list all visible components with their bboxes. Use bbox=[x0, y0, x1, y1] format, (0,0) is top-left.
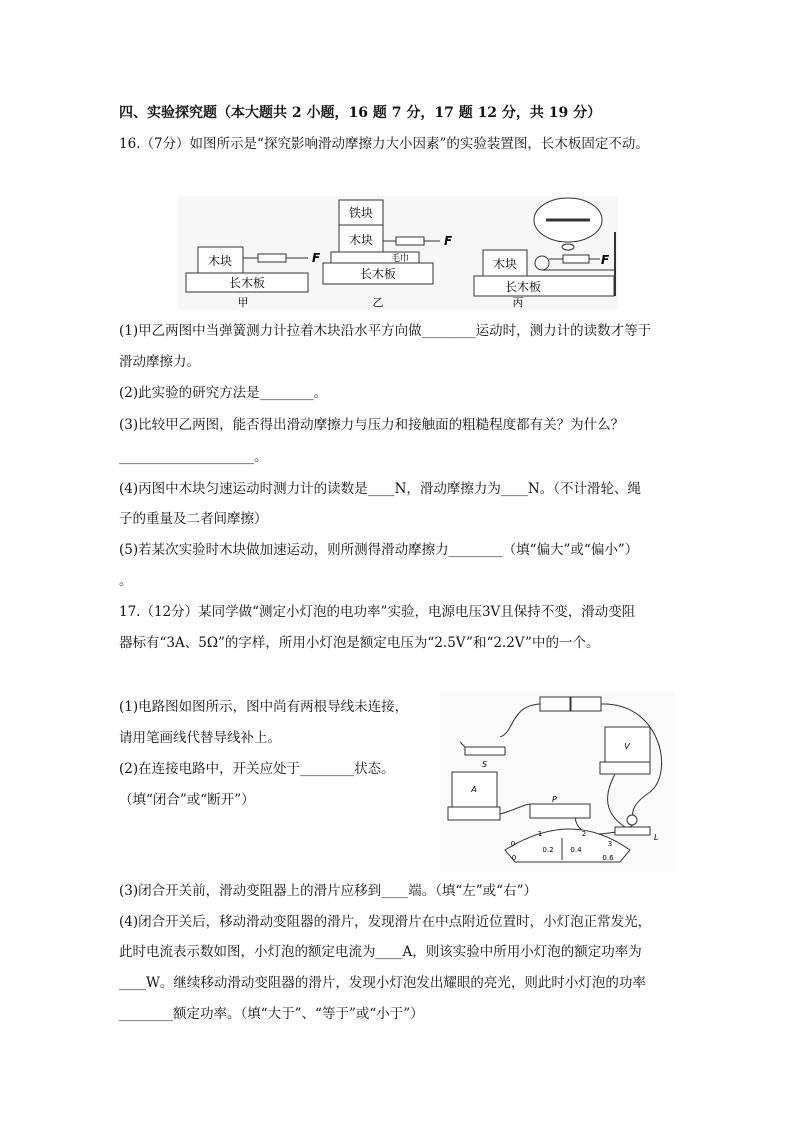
board-label: 长木板 bbox=[228, 276, 266, 290]
svg-text:1: 1 bbox=[537, 830, 543, 838]
caption-jia: 甲 bbox=[237, 296, 249, 309]
q16-line-6: (4)丙图中木块匀速运动时测力计的读数是____N，滑动摩擦力为____N。（不计滑轮、绳 bbox=[119, 481, 641, 497]
svg-text:F: F bbox=[444, 234, 453, 248]
q17-line-3: 此时电流表示数如图，小灯泡的额定电流为____A，则该实验中所用小灯泡的额定功率为 bbox=[119, 944, 642, 960]
q16-line-4: (3)比较甲乙两图，能否得出滑动摩擦力与压力和接触面的粗糙程度都有关？为什么？ bbox=[119, 417, 625, 433]
svg-text:F: F bbox=[312, 251, 321, 265]
svg-text:F: F bbox=[601, 253, 610, 267]
towel-label: 毛巾 bbox=[390, 254, 410, 264]
svg-text:木块: 木块 bbox=[348, 233, 374, 247]
q16-line-8: (5)若某次实验时木块做加速运动，则所测得滑动摩擦力________（填“偏大”或“偏小”） bbox=[119, 542, 639, 558]
q17-side-2: 请用笔画线代替导线补上。 bbox=[119, 730, 281, 746]
q17-stem-1: 17.（12分）某同学做“测定小灯泡的电功率”实验，电源电压3V且保持不变，滑动变阻 bbox=[119, 604, 636, 620]
caption-yi: 乙 bbox=[372, 296, 384, 309]
pulley-icon bbox=[535, 256, 549, 270]
q16-line-2: 滑动摩擦力。 bbox=[119, 354, 200, 370]
spring-scale-icon bbox=[258, 254, 286, 262]
svg-text:0: 0 bbox=[510, 840, 516, 848]
q17-side-1: (1)电路图如图所示，图中尚有两根导线未连接， bbox=[119, 699, 409, 715]
caption-bing: 丙 bbox=[512, 296, 524, 309]
battery-icon bbox=[540, 697, 570, 711]
lamp-label: L bbox=[654, 833, 659, 842]
svg-text:0.4: 0.4 bbox=[570, 846, 582, 854]
q17-side-4: （填“闭合”或“断开”） bbox=[119, 792, 255, 808]
q16-line-3: (2)此实验的研究方法是________。 bbox=[119, 385, 328, 401]
q16-line-5: ____________________。 bbox=[119, 449, 268, 465]
lamp-icon bbox=[615, 827, 650, 835]
svg-text:A: A bbox=[471, 785, 477, 794]
svg-text:2: 2 bbox=[581, 830, 587, 838]
q17-line-5: ________额定功率。（填“大于”、“等于”或“小于”） bbox=[119, 1006, 424, 1022]
svg-text:0: 0 bbox=[511, 854, 517, 862]
svg-text:3: 3 bbox=[607, 840, 613, 848]
svg-text:V: V bbox=[624, 742, 630, 751]
q16-stem: 16.（7分）如图所示是“探究影响滑动摩擦力大小因素”的实验装置图，长木板固定不动。 bbox=[119, 136, 649, 152]
circuit-figure bbox=[440, 692, 675, 872]
q16-line-7: 子的重量及二者间摩擦） bbox=[119, 511, 268, 527]
svg-text:0.2: 0.2 bbox=[542, 846, 554, 854]
svg-text:木块: 木块 bbox=[492, 257, 518, 271]
slider-label: P bbox=[552, 795, 557, 804]
q16-line-1: (1)甲乙两图中当弹簧测力计拉着木块沿水平方向做________运动时，测力计的读数才等于 bbox=[119, 323, 652, 339]
section-heading: 四、实验探究题（本大题共 2 小题，16 题 7 分，17 题 12 分，共 19 分） bbox=[119, 105, 602, 121]
svg-text:0.6: 0.6 bbox=[602, 854, 614, 862]
block-label: 木块 bbox=[207, 254, 233, 268]
spring-scale-icon bbox=[396, 237, 424, 245]
switch-icon bbox=[465, 747, 505, 755]
q17-line-4: ____W。继续移动滑动变阻器的滑片，发现小灯泡发出耀眼的亮光，则此时小灯泡的功率 bbox=[119, 975, 646, 991]
spring-scale-icon bbox=[563, 255, 589, 263]
friction-experiment-figure bbox=[178, 196, 618, 310]
svg-text:长木板: 长木板 bbox=[359, 267, 397, 281]
q17-stem-2: 器标有“3A、5Ω”的字样，所用小灯泡是额定电压为“2.5V”和“2.2V”中的一个。 bbox=[119, 635, 600, 651]
rheostat-icon bbox=[530, 804, 590, 818]
svg-text:长木板: 长木板 bbox=[504, 280, 542, 294]
iron-label: 铁块 bbox=[348, 206, 374, 220]
q17-side-3: (2)在连接电路中，开关应处于________状态。 bbox=[119, 761, 395, 777]
q16-line-9: 。 bbox=[119, 573, 133, 589]
q17-line-2: (4)闭合开关后，移动滑动变阻器的滑片，发现滑片在中点附近位置时，小灯泡正常发光， bbox=[119, 914, 652, 930]
q17-line-1: (3)闭合开关前，滑动变阻器上的滑片应移到____端。（填“左”或“右”） bbox=[119, 883, 537, 899]
switch-label: S bbox=[482, 760, 488, 769]
